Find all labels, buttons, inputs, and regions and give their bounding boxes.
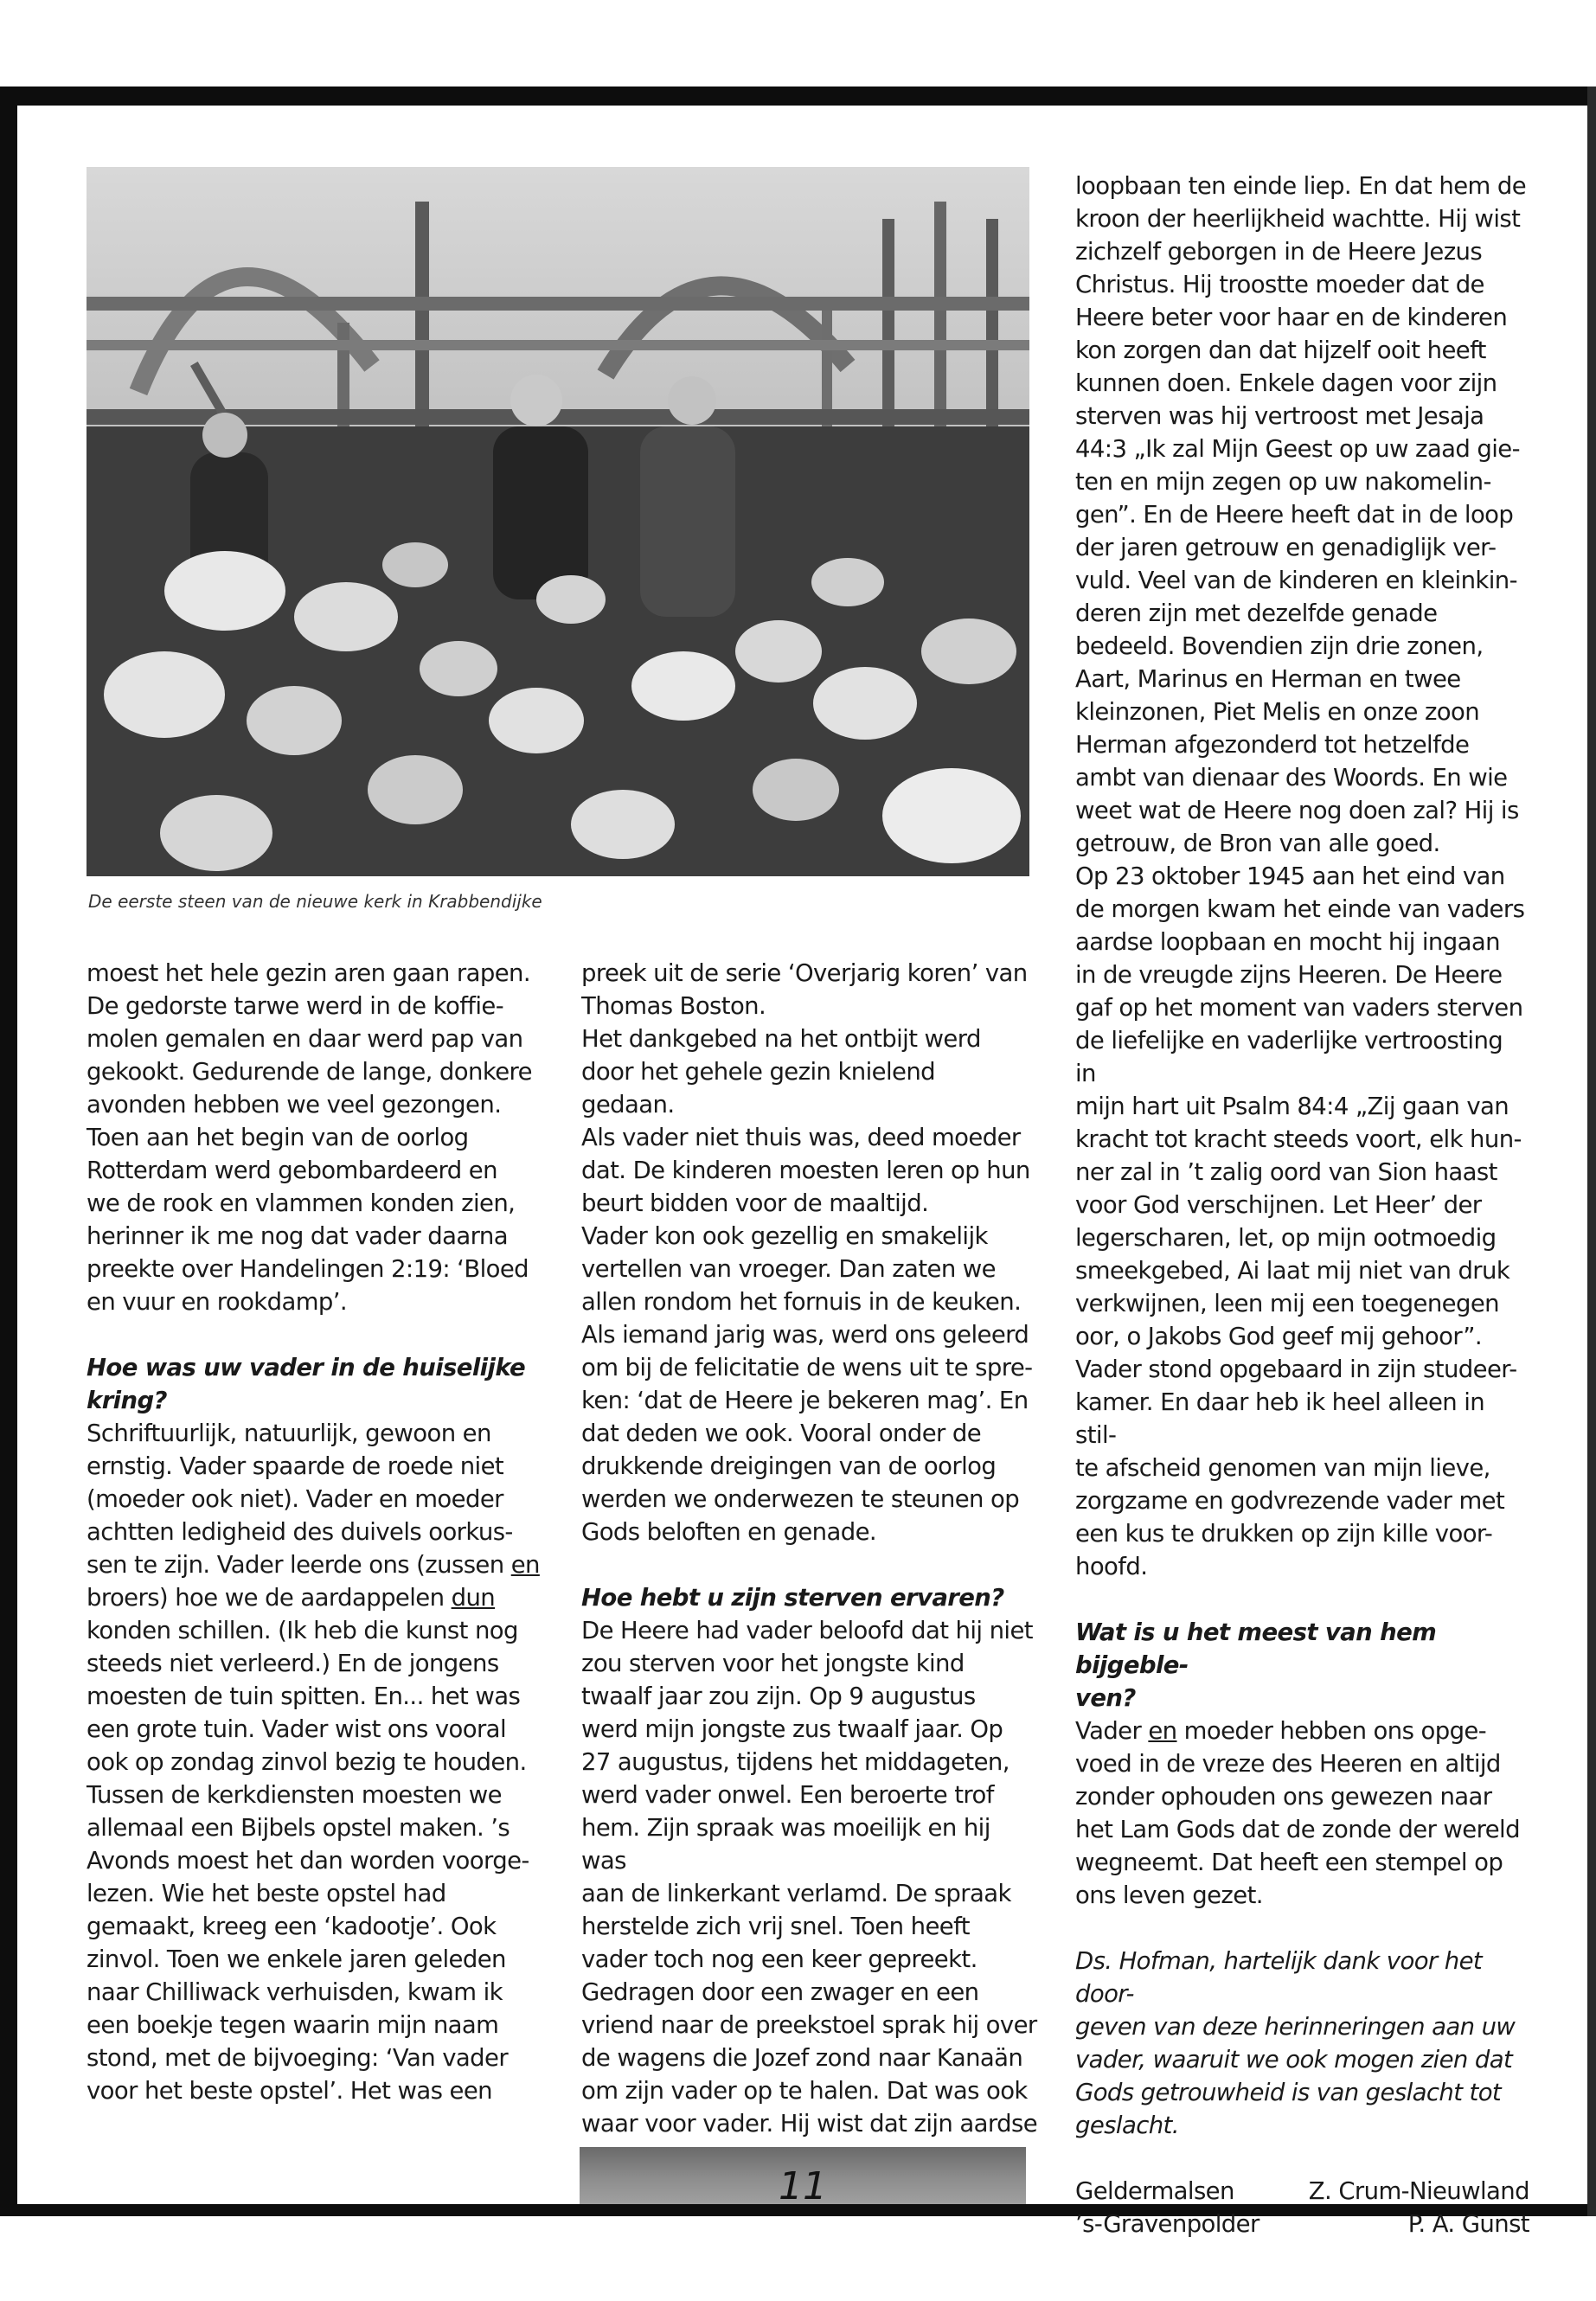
text-line: ten en mijn zegen op uw nakomelin- — [1075, 468, 1491, 496]
text-line: het Lam Gods dat de zonde der wereld — [1075, 1816, 1520, 1843]
text-line: oor, o Jakobs God geef mij gehoor”. — [1075, 1323, 1483, 1350]
text-line: zorgzame en godvrezende vader met — [1075, 1487, 1505, 1515]
text-line: Als vader niet thuis was, deed moeder — [581, 1124, 1021, 1151]
text-line: hem. Zijn spraak was moeilijk en hij was — [581, 1814, 990, 1875]
text-line: avonden hebben we veel gezongen. — [87, 1091, 502, 1118]
text-line: dat deden we ook. Vooral onder de — [581, 1420, 982, 1447]
page-number: 11 — [779, 2164, 827, 2208]
page-border-top — [0, 87, 1596, 106]
text-line: zou sterven voor het jongste kind — [581, 1650, 965, 1677]
text-line: konden schillen. (Ik heb die kunst nog — [87, 1617, 518, 1644]
text-line: steeds niet verleerd.) En de jongens — [87, 1650, 499, 1677]
text-line: herinner ik me nog dat vader daarna — [87, 1222, 508, 1250]
text-line: een boekje tegen waarin mijn naam — [87, 2011, 499, 2039]
text-line: Schriftuurlijk, natuurlijk, gewoon en — [87, 1420, 491, 1447]
signature-place: Geldermalsen — [1075, 2177, 1234, 2205]
closing-note: vader, waaruit we ook mogen zien dat — [1075, 2046, 1513, 2073]
text-line: Op 23 oktober 1945 aan het eind van — [1075, 862, 1505, 890]
text-line: stond, met de bijvoeging: ‘Van vader — [87, 2044, 509, 2072]
text-line: Heere beter voor haar en de kinderen — [1075, 304, 1508, 331]
text-line: Christus. Hij troostte moeder dat de — [1075, 271, 1484, 298]
text-line: kamer. En daar heb ik heel alleen in stil- — [1075, 1388, 1485, 1449]
text-line: voed in de vreze des Heeren en altijd — [1075, 1750, 1501, 1778]
page-border-right — [1587, 87, 1596, 2216]
text-line: molen gemalen en daar werd pap van — [87, 1025, 523, 1053]
signature-name: P. A. Gunst — [1407, 2210, 1529, 2238]
text-line: achtten ledigheid des duivels oorkus- — [87, 1518, 513, 1546]
text-line: wegneemt. Dat heeft een stempel op — [1075, 1849, 1503, 1876]
page-border-left — [0, 87, 17, 2214]
text-line: in de vreugde zijns Heeren. De Heere — [1075, 961, 1503, 989]
closing-note: geslacht. — [1075, 2112, 1179, 2139]
text-line: gekookt. Gedurende de lange, donkere — [87, 1058, 532, 1086]
text-line: een kus te drukken op zijn kille voor- — [1075, 1520, 1493, 1548]
text-line: aan de linkerkant verlamd. De spraak — [581, 1880, 1011, 1907]
text-line: ner zal in ’t zalig oord van Sion haast — [1075, 1158, 1497, 1186]
text-line: moest het hele gezin aren gaan rapen. — [87, 959, 531, 987]
text-line: 27 augustus, tijdens het middageten, — [581, 1748, 1010, 1776]
text-line: De Heere had vader beloofd dat hij niet — [581, 1617, 1033, 1644]
closing-note: geven van deze herinneringen aan uw — [1075, 2013, 1516, 2041]
text-line: Vader stond opgebaard in zijn studeer- — [1075, 1356, 1517, 1383]
text-line: zichzelf geborgen in de Heere Jezus — [1075, 238, 1483, 266]
text-line: werden we onderwezen te steunen op — [581, 1485, 1020, 1513]
text-line: Thomas Boston. — [581, 992, 766, 1020]
text-line: verkwijnen, leen mij een toegenegen — [1075, 1290, 1499, 1317]
photo-church-cornerstone — [87, 167, 1029, 876]
interview-question: Hoe was uw vader in de huiselijke — [87, 1354, 526, 1381]
text-line: om bij de felicitatie de wens uit te spre- — [581, 1354, 1033, 1381]
text-line: zonder ophouden ons gewezen naar — [1075, 1783, 1492, 1811]
text-line: allen rondom het fornuis in de keuken. — [581, 1288, 1022, 1316]
text-line: hoofd. — [1075, 1553, 1148, 1580]
text-line: Het dankgebed na het ontbijt werd — [581, 1025, 981, 1053]
text-line: Gedragen door een zwager en een — [581, 1978, 979, 2006]
text-line: beurt bidden voor de maaltijd. — [581, 1189, 929, 1217]
text-line: Vader kon ook gezellig en smakelijk — [581, 1222, 988, 1250]
text-line: Gods beloften en genade. — [581, 1518, 877, 1546]
interview-question: kring? — [87, 1387, 167, 1414]
text-line: gen”. En de Heere heeft dat in de loop — [1075, 501, 1514, 529]
column-2 — [581, 957, 1040, 2140]
signature-name: Z. Crum-Nieuwland — [1308, 2177, 1529, 2205]
text-line: ambt van dienaar des Woords. En wie — [1075, 764, 1508, 792]
column-1 — [87, 957, 554, 2107]
interview-question: Hoe hebt u zijn sterven ervaren? — [581, 1584, 1004, 1612]
text-line: Tussen de kerkdiensten moesten we — [87, 1781, 502, 1809]
text-line: kon zorgen dan dat hijzelf ooit heeft — [1075, 336, 1486, 364]
signature-place: ’s-Gravenpolder — [1075, 2210, 1259, 2238]
text-line: aardse loopbaan en mocht hij ingaan — [1075, 928, 1500, 956]
text-line: Aart, Marinus en Herman en twee — [1075, 665, 1461, 693]
signature-row — [1075, 2175, 1529, 2208]
interview-question: ven? — [1075, 1684, 1136, 1712]
text-line: herstelde zich vrij snel. Toen heeft — [581, 1913, 970, 1940]
text-line: bedeeld. Bovendien zijn drie zonen, — [1075, 632, 1484, 660]
text-line: te afscheid genomen van mijn lieve, — [1075, 1454, 1490, 1482]
column-3 — [1075, 170, 1529, 2240]
text-line: ook op zondag zinvol bezig te houden. — [87, 1748, 527, 1776]
text-line: dat. De kinderen moesten leren op hun — [581, 1157, 1030, 1184]
text-line: naar Chilliwack verhuisden, kwam ik — [87, 1978, 503, 2006]
text-line: ken: ‘dat de Heere je bekeren mag’. En — [581, 1387, 1029, 1414]
text-line: broers) hoe we de aardappelen dun — [87, 1584, 496, 1612]
text-line: de morgen kwam het einde van vaders — [1075, 895, 1525, 923]
text-line: legerscharen, let, op mijn ootmoedig — [1075, 1224, 1497, 1252]
text-line: vuld. Veel van de kinderen en kleinkin- — [1075, 567, 1517, 594]
photo-caption: De eerste steen van de nieuwe kerk in Krabbendijke — [88, 891, 542, 912]
text-line: De gedorste tarwe werd in de koffie- — [87, 992, 504, 1020]
text-line: kroon der heerlijkheid wachtte. Hij wist — [1075, 205, 1521, 233]
text-line: weet wat de Heere nog doen zal? Hij is — [1075, 797, 1519, 824]
text-line: kleinzonen, Piet Melis en onze zoon — [1075, 698, 1480, 726]
text-line: waar voor vader. Hij wist dat zijn aardse — [581, 2110, 1038, 2138]
text-line: vader toch nog een keer gepreekt. — [581, 1945, 977, 1973]
text-line: mijn hart uit Psalm 84:4 „Zij gaan van — [1075, 1093, 1509, 1120]
text-line: voor God verschijnen. Let Heer’ der — [1075, 1191, 1482, 1219]
text-line: de wagens die Jozef zond naar Kanaän — [581, 2044, 1023, 2072]
photo-illustration — [87, 167, 1029, 876]
text-line: gedaan. — [581, 1091, 675, 1118]
text-line: Avonds moest het dan worden voorge- — [87, 1847, 529, 1875]
text-line: door het gehele gezin knielend — [581, 1058, 936, 1086]
text-line: Als iemand jarig was, werd ons geleerd — [581, 1321, 1029, 1349]
text-line: preekte over Handelingen 2:19: ‘Bloed — [87, 1255, 529, 1283]
text-line: loopbaan ten einde liep. En dat hem de — [1075, 172, 1527, 200]
text-line: voor het beste opstel’. Het was een — [87, 2077, 492, 2105]
text-line: ernstig. Vader spaarde de roede niet — [87, 1452, 504, 1480]
text-line: gemaakt, kreeg een ‘kadootje’. Ook — [87, 1913, 497, 1940]
text-line: gaf op het moment van vaders sterven — [1075, 994, 1523, 1022]
text-line: deren zijn met dezelfde genade — [1075, 599, 1438, 627]
text-line: werd mijn jongste zus twaalf jaar. Op — [581, 1715, 1003, 1743]
text-line: de liefelijke en vaderlijke vertroosting in — [1075, 1027, 1503, 1087]
text-line: vertellen van vroeger. Dan zaten we — [581, 1255, 996, 1283]
text-line: twaalf jaar zou zijn. Op 9 augustus — [581, 1682, 976, 1710]
text-line: Toen aan het begin van de oorlog — [87, 1124, 469, 1151]
text-line: om zijn vader op te halen. Dat was ook — [581, 2077, 1028, 2105]
text-line: preek uit de serie ‘Overjarig koren’ van — [581, 959, 1028, 987]
closing-note: Gods getrouwheid is van geslacht tot — [1075, 2079, 1502, 2106]
interview-question: Wat is u het meest van hem bijgeble- — [1075, 1618, 1437, 1679]
text-line: kracht tot kracht steeds voort, elk hun- — [1075, 1125, 1522, 1153]
text-line: ons leven gezet. — [1075, 1881, 1263, 1909]
signature-row — [1075, 2208, 1529, 2240]
page-number-bar — [580, 2147, 1026, 2208]
text-line: (moeder ook niet). Vader en moeder — [87, 1485, 503, 1513]
text-line: werd vader onwel. Een beroerte trof — [581, 1781, 994, 1809]
text-line: sen te zijn. Vader leerde ons (zussen en — [87, 1551, 540, 1579]
text-line: Vader en moeder hebben ons opge- — [1075, 1717, 1487, 1745]
text-line: zinvol. Toen we enkele jaren geleden — [87, 1945, 506, 1973]
text-line: sterven was hij vertroost met Jesaja — [1075, 402, 1484, 430]
text-line: getrouw, de Bron van alle goed. — [1075, 830, 1440, 857]
text-line: 44:3 „Ik zal Mijn Geest op uw zaad gie- — [1075, 435, 1520, 463]
text-line: we de rook en vlammen konden zien, — [87, 1189, 516, 1217]
text-line: smeekgebed, Ai laat mij niet van druk — [1075, 1257, 1510, 1285]
text-line: een grote tuin. Vader wist ons vooral — [87, 1715, 506, 1743]
text-line: Herman afgezonderd tot hetzelfde — [1075, 731, 1470, 759]
closing-note: Ds. Hofman, hartelijk dank voor het door- — [1075, 1947, 1483, 2008]
text-line: der jaren getrouw en genadiglijk ver- — [1075, 534, 1497, 561]
text-line: moesten de tuin spitten. En... het was — [87, 1682, 521, 1710]
text-line: drukkende dreigingen van de oorlog — [581, 1452, 997, 1480]
text-line: en vuur en rookdamp’. — [87, 1288, 348, 1316]
text-line: Rotterdam werd gebombardeerd en — [87, 1157, 497, 1184]
text-line: vriend naar de preekstoel sprak hij over — [581, 2011, 1037, 2039]
text-line: allemaal een Bijbels opstel maken. ’s — [87, 1814, 510, 1842]
text-line: kunnen doen. Enkele dagen voor zijn — [1075, 369, 1497, 397]
text-line: lezen. Wie het beste opstel had — [87, 1880, 446, 1907]
